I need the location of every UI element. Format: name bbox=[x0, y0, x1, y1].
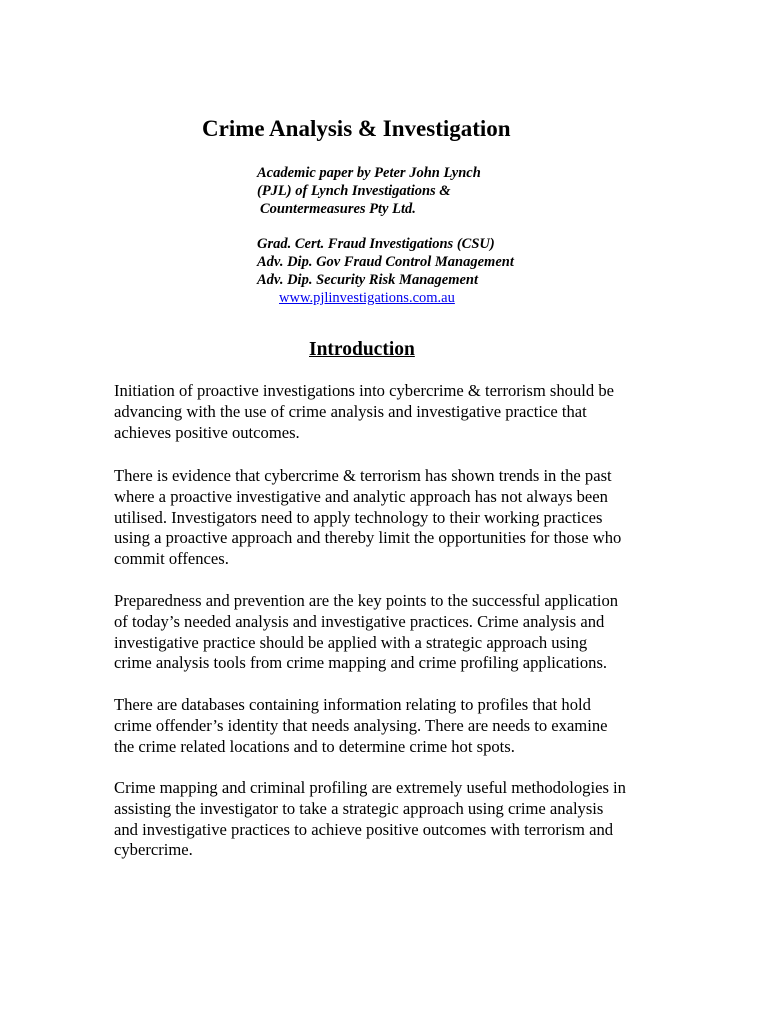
paragraph bbox=[114, 381, 674, 443]
paragraph-line: Initiation of proactive investigations into cybercrime & terrorism should be bbox=[114, 381, 614, 400]
paragraph bbox=[114, 591, 674, 674]
paragraph-line: commit offences. bbox=[114, 549, 229, 569]
paragraph-line: of today’s needed analysis and investigative practices. Crime analysis and bbox=[114, 611, 605, 631]
paragraph-line: crime analysis tools from crime mapping and crime profiling applications. bbox=[114, 653, 608, 673]
author-line: Academic paper by Peter John Lynch bbox=[257, 165, 481, 181]
paragraph-line: where a proactive investigative and analytic approach has not always been bbox=[114, 486, 608, 506]
paragraph bbox=[114, 778, 674, 861]
section-heading-introduction: Introduction bbox=[309, 339, 415, 360]
qualifications-block bbox=[257, 235, 514, 289]
paragraph-line: There is evidence that cybercrime & terrorism has shown trends in the past bbox=[114, 466, 612, 485]
paragraph bbox=[114, 466, 674, 570]
paragraph-line: and investigative practices to achieve positive outcomes with terrorism and bbox=[114, 819, 614, 839]
qualification-line: Adv. Dip. Security Risk Management bbox=[257, 272, 478, 288]
qualification-line: Adv. Dip. Gov Fraud Control Management bbox=[257, 254, 514, 270]
paragraph-line: There are databases containing information relating to profiles that hold bbox=[114, 695, 591, 714]
author-block bbox=[257, 164, 481, 218]
paragraph-line: crime offender’s identity that needs analysing. There are needs to examine bbox=[114, 715, 608, 735]
paragraph-line: Crime mapping and criminal profiling are extremely useful methodologies in bbox=[114, 778, 626, 797]
paragraph-line: advancing with the use of crime analysis and investigative practice that bbox=[114, 401, 587, 421]
paragraph-line: investigative practice should be applied with a strategic approach using bbox=[114, 632, 588, 652]
website-link[interactable]: www.pjlinvestigations.com.au bbox=[279, 290, 455, 306]
paragraph-line: the crime related locations and to determine crime hot spots. bbox=[114, 736, 515, 756]
paragraph bbox=[114, 695, 674, 757]
author-line: Countermeasures Pty Ltd. bbox=[260, 201, 416, 217]
author-line: (PJL) of Lynch Investigations & bbox=[257, 183, 451, 199]
paragraph-line: assisting the investigator to take a strategic approach using crime analysis bbox=[114, 798, 604, 818]
paragraph-line: cybercrime. bbox=[114, 840, 193, 860]
paragraph-line: using a proactive approach and thereby limit the opportunities for those who bbox=[114, 528, 622, 548]
qualification-line: Grad. Cert. Fraud Investigations (CSU) bbox=[257, 236, 495, 252]
paragraph-line: utilised. Investigators need to apply technology to their working practices bbox=[114, 507, 603, 527]
paragraph-line: achieves positive outcomes. bbox=[114, 422, 300, 442]
page-title: Crime Analysis & Investigation bbox=[202, 116, 511, 141]
paragraph-line: Preparedness and prevention are the key points to the successful application bbox=[114, 591, 619, 610]
